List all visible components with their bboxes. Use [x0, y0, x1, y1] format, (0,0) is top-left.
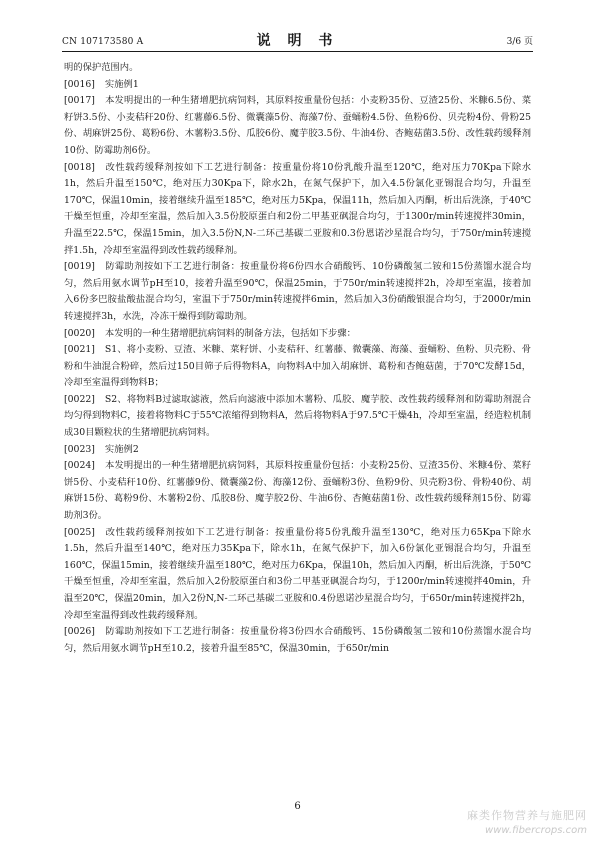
paragraph-number: [0026]	[64, 626, 95, 638]
paragraph-text: 明的保护范围内。	[64, 62, 139, 73]
paragraph-text: S2、将物料B过滤取滤液，然后向滤液中添加木薯粉、瓜胶、魔芋胶、改性载药缓释剂和防霉助剂混合均匀得到物料C，接着将物料C于55℃浓缩得到物料A，然后将物料A于97.5℃干燥4h，冷却至室温，经造粒机制成30目颗粒状的生猪增肥抗病饲料。	[64, 393, 531, 439]
paragraph-number: [0021]	[64, 344, 95, 356]
watermark-url: www.fibercrops.com	[485, 825, 587, 836]
paragraph	[64, 342, 531, 392]
paragraph	[64, 259, 531, 325]
paragraph-number: [0016]	[64, 78, 95, 90]
paragraph	[64, 160, 531, 260]
paragraph-text: 本发明提出的一种生猪增肥抗病饲料，其原料按重量份包括：小麦粉35份、豆渣25份、米糠6.5份、菜籽饼3.5份、小麦秸秆20份、红薯藤6.5份、微囊藻5份、海藻7份、蚕蛹粉4.5份、鱼粉6份、贝壳粉4份、骨粉25份、胡麻饼25份、葛粉6份、木薯粉3.5份、瓜胶6份、魔芋胶3.5份、牛油4份、杏鲍菇菌3.5份、改性载药缓释剂10份、防霉助剂6份。	[64, 95, 531, 156]
page-indicator: 3/6 页	[506, 37, 533, 47]
paragraph-text: 改性载药缓释剂按如下工艺进行制备：按重量份将10份乳酸升温至120℃，绝对压力70Kpa下除水1h，然后升温至150℃，绝对压力30Kpa下，除水2h，在氮气保护下，加入4.5份氯化亚锡混合均匀，升温至170℃，保温10min，接着继续升温至185℃，绝对压力5Kpa，保温11h，然后加入丙酮，析出后洗涤，于40℃干燥至恒重，冷却至室温，然后加入3.5份胶原蛋白和2份二甲基亚砜混合均匀，于1300r/min转速搅拌30min，升温至22.5℃，保温15min，加入3.5份N,N-二环己基碳二亚胺和0.3份恩诺沙星混合均匀，于750r/min转速搅拌1.5h，冷却至室温得到改性载药缓释剂。	[64, 161, 531, 256]
paragraph	[64, 392, 531, 442]
paragraph-text: S1、将小麦粉、豆渣、米糠、菜籽饼、小麦秸秆、红薯藤、微囊藻、海藻、蚕蛹粉、鱼粉、贝壳粉、骨粉和牛油混合粉碎，然后过150目筛子后得物料A，向物料A中加入胡麻饼、葛粉和杏鲍菇菌，于70℃发酵15d，冷却至室温得到物料B；	[64, 344, 531, 389]
paragraph-number: [0022]	[64, 393, 95, 405]
paragraph-number: [0018]	[64, 161, 95, 173]
paragraph	[64, 93, 531, 159]
paragraph	[64, 326, 531, 343]
document-title: 说 明 书	[256, 33, 339, 49]
paragraph-number: [0020]	[64, 327, 95, 339]
watermark-site-name: 麻类作物营养与施肥网	[467, 809, 587, 822]
paragraph-text: 防霉助剂按如下工艺进行制备：按重量份将3份四水合硝酸钙、15份磷酸氢二铵和10份蒸馏水混合均匀，然后用氨水调节pH至10.2，接着升温至85℃，保温30min，于650r/min	[64, 626, 531, 654]
page-number: 6	[294, 801, 301, 812]
paragraph-number: [0023]	[64, 443, 95, 455]
paragraph-text: 本发明提出的一种生猪增肥抗病饲料，其原料按重量份包括：小麦粉25份、豆渣35份、米糠4份、菜籽饼5份、小麦秸秆10份、红薯藤9份、微囊藻2份、海藻12份、蚕蛹粉3份、鱼粉9份、贝壳粉3份、骨粉40份、胡麻饼15份、葛粉9份、木薯粉2份、瓜胶8份、魔芋胶2份、牛油6份、杏鲍菇菌1份、改性载药缓释剂15份、防霉助剂3份。	[64, 460, 531, 522]
paragraph-number: [0024]	[64, 460, 95, 472]
paragraph	[64, 442, 531, 459]
watermark	[467, 807, 587, 836]
header-rule	[62, 51, 533, 52]
section-heading: 实施例2	[104, 443, 139, 455]
paragraph-text: 本发明的一种生猪增肥抗病饲料的制备方法，包括如下步骤：	[104, 327, 356, 339]
publication-number: CN 107173580 A	[62, 37, 144, 47]
paragraph	[64, 77, 531, 94]
paragraph-number: [0017]	[64, 95, 95, 107]
paragraph-number: [0025]	[64, 526, 95, 538]
paragraph	[64, 458, 531, 524]
paragraph	[64, 525, 531, 625]
paragraph-number: [0019]	[64, 261, 95, 273]
paragraph-text: 改性载药缓释剂按如下工艺进行制备：按重量份将5份乳酸升温至130℃，绝对压力65Kpa下除水1.5h，然后升温至140℃，绝对压力35Kpa下，除水1h，在氮气保护下，加入6份氯化亚锡混合均匀，升温至160℃，保温15min，接着继续升温至180℃，绝对压力6Kpa，保温10h，然后加入丙酮，析出后洗涤，于50℃干燥至恒重，冷却至室温，然后加入2份胶原蛋白和3份二甲基亚砜混合均匀，于1200r/min转速搅拌40min，升温至20℃，保温20min，加入2份N,N-二环己基碳二亚胺和0.4份恩诺沙星混合均匀，于650r/min转速搅拌2h，冷却至室温得到改性载药缓释剂。	[64, 526, 531, 621]
paragraph	[64, 60, 531, 77]
paragraph-text: 防霉助剂按如下工艺进行制备：按重量份将6份四水合硝酸钙、10份磷酸氢二铵和15份蒸馏水混合均匀，然后用氨水调节pH至10，接着升温至90℃，保温25min，于750r/min转速搅拌2h，冷却至室温，接着加入6份多巴胺盐酸盐混合均匀，室温下于750r/min转速搅拌6min，然后加入3份硝酸银混合均匀，于2000r/min转速搅拌3h，水洗，冷冻干燥得到防霉助剂。	[64, 261, 531, 322]
page-header	[62, 28, 533, 52]
section-heading: 实施例1	[104, 78, 139, 90]
paragraph	[64, 624, 531, 657]
document-body	[64, 60, 531, 657]
